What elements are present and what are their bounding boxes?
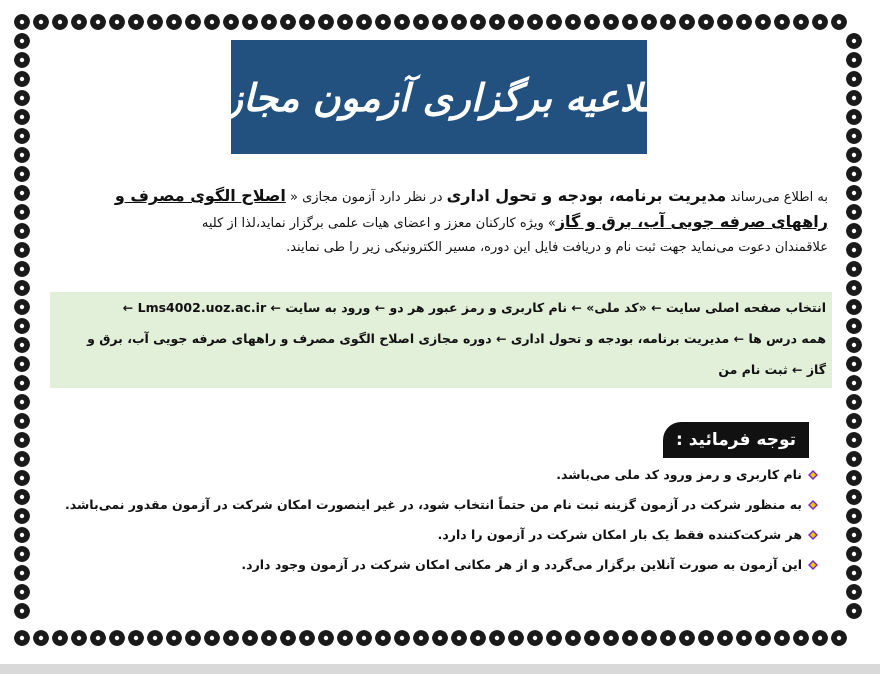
border-ornament (679, 14, 695, 30)
border-ornament (793, 14, 809, 30)
border-ornament (736, 630, 752, 646)
bullet-arrow-icon (808, 470, 818, 480)
border-ornament (774, 14, 790, 30)
border-ornament (128, 630, 144, 646)
border-ornament (793, 630, 809, 646)
border-ornament (846, 223, 862, 239)
border-ornament (846, 242, 862, 258)
bullet-arrow-icon (808, 530, 818, 540)
border-ornament (451, 630, 467, 646)
border-ornament (14, 318, 30, 334)
border-ornament (846, 527, 862, 543)
intro-text: » ویژه کارکنان معزز و اعضای هیات علمی برگزار نماید،لذا از کلیه (201, 216, 556, 231)
border-ornament (14, 185, 30, 201)
border-ornament (33, 630, 49, 646)
border-ornament (622, 14, 638, 30)
border-ornament (14, 299, 30, 315)
bullet-arrow-icon (808, 560, 818, 570)
border-ornament (546, 14, 562, 30)
border-ornament (166, 630, 182, 646)
border-ornament (185, 14, 201, 30)
border-ornament (71, 14, 87, 30)
border-ornament (14, 33, 30, 49)
border-ornament (846, 71, 862, 87)
border-ornament (413, 630, 429, 646)
border-ornament (812, 14, 828, 30)
border-ornament (375, 14, 391, 30)
notes-list (65, 460, 818, 580)
border-ornament (14, 128, 30, 144)
border-ornament (774, 630, 790, 646)
border-ornament (14, 451, 30, 467)
border-ornament (280, 14, 296, 30)
intro-text: در نظر دارد آزمون مجازی « (285, 190, 447, 205)
border-ornament (846, 356, 862, 372)
border-ornament (846, 204, 862, 220)
border-ornament (470, 14, 486, 30)
border-ornament (846, 584, 862, 600)
border-ornament (584, 14, 600, 30)
note-text: نام کاربری و رمز ورود کد ملی می‌باشد. (556, 467, 802, 482)
border-ornament (660, 14, 676, 30)
border-ornament (508, 14, 524, 30)
border-ornament (812, 630, 828, 646)
intro-line-1 (56, 183, 828, 209)
list-item (90, 520, 818, 550)
border-ornament (846, 432, 862, 448)
border-ornament (14, 14, 30, 30)
border-ornament (14, 508, 30, 524)
border-ornament (846, 90, 862, 106)
border-ornament (470, 630, 486, 646)
border-ornament (679, 630, 695, 646)
border-ornament (584, 630, 600, 646)
border-ornament (242, 14, 258, 30)
border-ornament (565, 630, 581, 646)
border-ornament (846, 413, 862, 429)
border-ornament (14, 584, 30, 600)
border-ornament (603, 630, 619, 646)
border-ornament (128, 14, 144, 30)
border-ornament (846, 52, 862, 68)
border-ornament (622, 630, 638, 646)
border-ornament (489, 14, 505, 30)
border-ornament (846, 375, 862, 391)
border-ornament (14, 489, 30, 505)
border-ornament (14, 375, 30, 391)
notice-label: توجه فرمائید : (663, 422, 809, 458)
border-ornament (641, 14, 657, 30)
border-ornament (14, 394, 30, 410)
border-ornament (147, 14, 163, 30)
border-ornament (14, 565, 30, 581)
org-name: مدیریت برنامه، بودجه و تحول اداری (446, 186, 727, 205)
border-ornament (394, 14, 410, 30)
border-ornament (318, 630, 334, 646)
border-ornament (527, 14, 543, 30)
intro-line-3: علاقمندان دعوت می‌نماید جهت ثبت نام و دریافت فایل این دوره، مسیر الکترونیکی زیر را طی نمایند. (286, 240, 828, 255)
border-ornament (14, 630, 30, 646)
border-ornament (261, 14, 277, 30)
border-ornament (451, 14, 467, 30)
border-ornament (413, 14, 429, 30)
list-item (90, 460, 818, 490)
border-ornament (185, 630, 201, 646)
border-ornament (603, 14, 619, 30)
border-ornament (755, 630, 771, 646)
border-ornament (147, 630, 163, 646)
border-ornament (14, 166, 30, 182)
border-ornament (846, 185, 862, 201)
border-ornament (14, 432, 30, 448)
border-ornament (71, 630, 87, 646)
border-ornament (14, 356, 30, 372)
border-ornament (698, 14, 714, 30)
border-ornament (14, 337, 30, 353)
border-ornament (831, 14, 847, 30)
border-ornament (846, 128, 862, 144)
border-ornament (846, 33, 862, 49)
border-ornament (280, 630, 296, 646)
border-ornament (90, 14, 106, 30)
border-ornament (356, 630, 372, 646)
registration-path-box (50, 292, 832, 388)
border-ornament (52, 14, 68, 30)
border-ornament (641, 630, 657, 646)
border-ornament (717, 14, 733, 30)
border-ornament (660, 630, 676, 646)
border-ornament (846, 166, 862, 182)
border-ornament (14, 204, 30, 220)
border-ornament (223, 14, 239, 30)
intro-text: به اطلاع می‌رساند (726, 190, 828, 205)
course-title-cont: راههای صرفه جویی آب، برق و گاز (555, 212, 828, 231)
border-ornament (846, 470, 862, 486)
border-ornament (14, 413, 30, 429)
border-ornament (831, 630, 847, 646)
border-ornament (14, 261, 30, 277)
border-ornament (109, 630, 125, 646)
border-ornament (846, 318, 862, 334)
list-item (65, 490, 818, 520)
border-ornament (14, 90, 30, 106)
border-ornament (14, 603, 30, 619)
border-ornament (299, 630, 315, 646)
list-item (90, 550, 818, 580)
border-ornament (846, 280, 862, 296)
path-line-1: انتخاب صفحه اصلی سایت ← «کد ملی» ← نام کاربری و رمز عبور هر دو ← ورود به سایت ← Lms4002.uoz.ac.ir ← (122, 300, 826, 315)
border-ornament (846, 565, 862, 581)
border-ornament (717, 630, 733, 646)
border-ornament (356, 14, 372, 30)
border-ornament (337, 14, 353, 30)
border-ornament (14, 52, 30, 68)
border-ornament (394, 630, 410, 646)
border-ornament (846, 337, 862, 353)
border-ornament (489, 630, 505, 646)
border-ornament (14, 71, 30, 87)
border-ornament (14, 527, 30, 543)
title-banner (157, 40, 721, 154)
border-ornament (736, 14, 752, 30)
border-ornament (846, 261, 862, 277)
border-ornament (846, 451, 862, 467)
page-title: « اطلاعیه برگزاری آزمون مجازی » (157, 74, 721, 120)
border-ornament (846, 147, 862, 163)
border-ornament (14, 109, 30, 125)
border-ornament (565, 14, 581, 30)
border-ornament (261, 630, 277, 646)
course-title: اصلاح الگوی مصرف و (114, 186, 286, 205)
border-ornament (204, 630, 220, 646)
border-ornament (166, 14, 182, 30)
border-ornament (846, 603, 862, 619)
border-ornament (52, 630, 68, 646)
note-text: این آزمون به صورت آنلاین برگزار می‌گردد و از هر مکانی امکان شرکت در آزمون وجود دارد. (241, 557, 802, 572)
border-ornament (755, 14, 771, 30)
border-ornament (432, 14, 448, 30)
border-ornament (33, 14, 49, 30)
border-ornament (223, 630, 239, 646)
border-ornament (846, 394, 862, 410)
border-ornament (432, 630, 448, 646)
border-ornament (527, 630, 543, 646)
border-ornament (846, 508, 862, 524)
border-ornament (337, 630, 353, 646)
note-text: به منظور شرکت در آزمون گزینه ثبت نام من حتماً انتخاب شود، در غیر اینصورت امکان شرکت در آزمون مقدور نمی‌باشد. (65, 497, 802, 512)
intro-paragraph (56, 183, 828, 261)
border-ornament (318, 14, 334, 30)
border-ornament (846, 109, 862, 125)
border-ornament (90, 630, 106, 646)
border-ornament (14, 242, 30, 258)
note-text: هر شرکت‌کننده فقط یک بار امکان شرکت در آزمون را دارد. (437, 527, 802, 542)
border-ornament (14, 147, 30, 163)
intro-line-2 (56, 209, 828, 235)
border-ornament (14, 223, 30, 239)
border-ornament (14, 546, 30, 562)
border-ornament (846, 489, 862, 505)
path-line-3: گاز ← ثبت نام من (718, 362, 826, 377)
border-ornament (846, 546, 862, 562)
border-ornament (846, 299, 862, 315)
bottom-band (0, 664, 880, 674)
bullet-arrow-icon (808, 500, 818, 510)
border-ornament (14, 470, 30, 486)
border-ornament (698, 630, 714, 646)
border-ornament (109, 14, 125, 30)
border-ornament (204, 14, 220, 30)
border-ornament (14, 280, 30, 296)
border-ornament (375, 630, 391, 646)
border-ornament (299, 14, 315, 30)
border-ornament (508, 630, 524, 646)
border-ornament (546, 630, 562, 646)
path-line-2: همه درس ها ← مدیریت برنامه، بودجه و تحول اداری ← دوره مجازی اصلاح الگوی مصرف و راههای صرفه جویی آب، برق و (87, 331, 826, 346)
border-ornament (242, 630, 258, 646)
